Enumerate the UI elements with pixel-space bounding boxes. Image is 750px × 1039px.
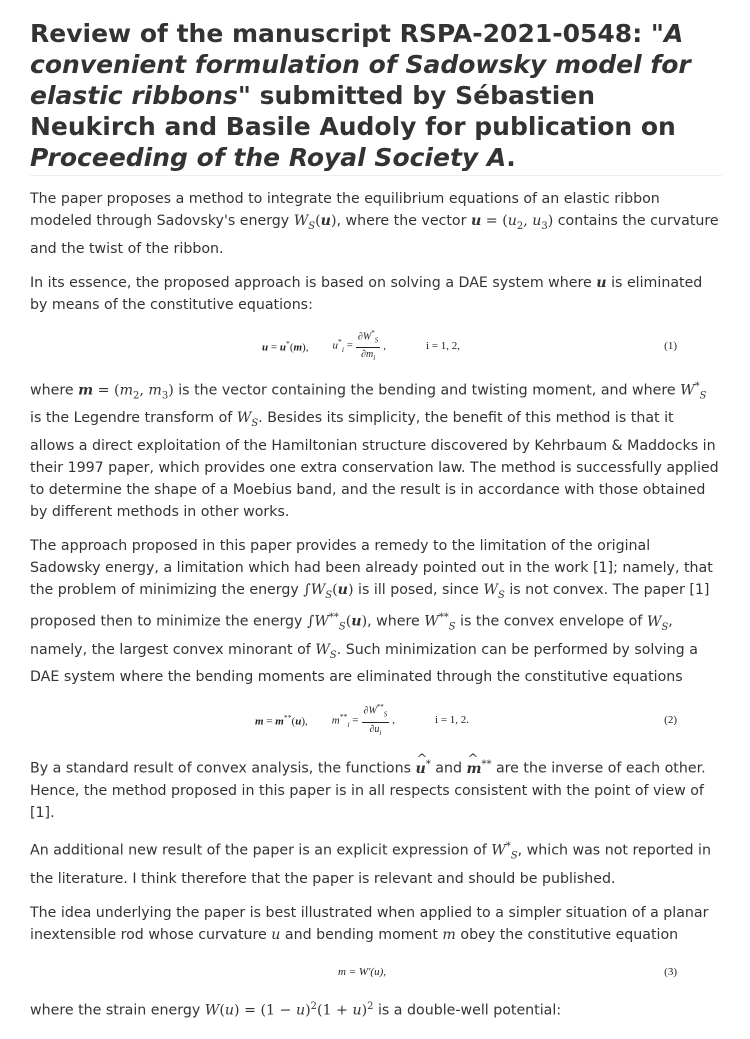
title-text: Review of the manuscript RSPA-2021-0548: " — [30, 19, 664, 48]
equation-3 — [30, 954, 722, 990]
title-text: . — [506, 143, 516, 172]
equation-3-number: (3) — [664, 965, 677, 978]
paragraph-7: The idea underlying the paper is best illustrated when applied to a simpler situation of a planar inextensible rod whose curvature u and bending moment m obey the constitutive equation — [30, 904, 709, 943]
paragraph-5: By a standard result of convex analysis, the functions ^ u* and ^ m** are the inverse of each other. Hence, the method proposed in this paper is in all respects consistent with the point of view of [1]. — [30, 754, 722, 824]
equation-2-index: i = 1, 2. — [435, 714, 470, 727]
equation-2: m = m**(u), $m^{**}_i$ = $\frac{\partial W^{**}_S}{\partial u_i}$ , i = 1, 2. (2) — [30, 700, 722, 740]
paragraph-1: The paper proposes a method to integrate the equilibrium equations of an elastic ribbon modeled through Sadovsky's energy $W_S(u)$, where the vector $u = (u_2$, $u_3$) contains the curvature and the twist of the ribbon. — [30, 191, 719, 257]
paragraph-6: An additional new result of the paper is an explicit expression of $W^*_S$, which was not reported in the literature. I think therefore that the paper is relevant and should be published. — [30, 841, 711, 887]
paragraph-2: In its essence, the proposed approach is based on solving a DAE system where u is eliminated by means of the constitutive equations: — [30, 274, 703, 313]
paragraph-3: where $m = (m_2$, $m_3$) is the vector containing the bending and twisting moment, and where $W^*_S$ is the Legendre transform of $W_S$. Besides its simplicity, the benefit of this method is that it allows a direct exploitation of the Hamiltonian structure discovered by Kehrbaum & Maddocks in their 1997 paper, which provides one extra conservation law. The method is successfully applied to determine the shape of a Moebius band, and the result is in accordance with those obtained by different methods in other works. — [30, 380, 719, 521]
page-title — [30, 18, 722, 176]
equation-1-index: i = 1, 2, — [425, 339, 460, 352]
paragraph-8: where the strain energy $W(u) = (1 - u)^2(1 + u)^2$ is a double-well potential: — [30, 1000, 562, 1019]
paragraph-4: The approach proposed in this paper provides a remedy to the limitation of the original Sadowsky energy, a limitation which had been already pointed out in the work [1]; namely, that the problem of minimizing the energy $\int W_S(u)$ is ill posed, since $W_S$ is not convex. The paper [1] proposed then to minimize the energy $\int W^{**}_S(u)$, where $W^{**}_S$ is the convex envelope of $W_S$, namely, the largest convex minorant of $W_S$. Such minimization can be performed by solving a DAE system where the bending moments are eliminated through the constitutive equations — [30, 538, 713, 686]
title-journal-name: Proceeding of the Royal Society A — [30, 143, 507, 172]
title-paper-name: A convenient formulation of Sadowsky model for elastic ribbons — [30, 19, 691, 110]
title-text: " submitted by Sébastien Neukirch and Basile Audoly for publication on — [30, 81, 676, 141]
equation-3-body: m = W′(u), — [338, 965, 387, 978]
equation-1: u = u*(m), $u^*_i$ = $\frac{\partial W^*_S}{\partial m_i}$ , i = 1, 2, (1) — [30, 326, 722, 366]
equation-1-number: (1) — [664, 339, 677, 352]
equation-2-number: (2) — [664, 714, 677, 727]
